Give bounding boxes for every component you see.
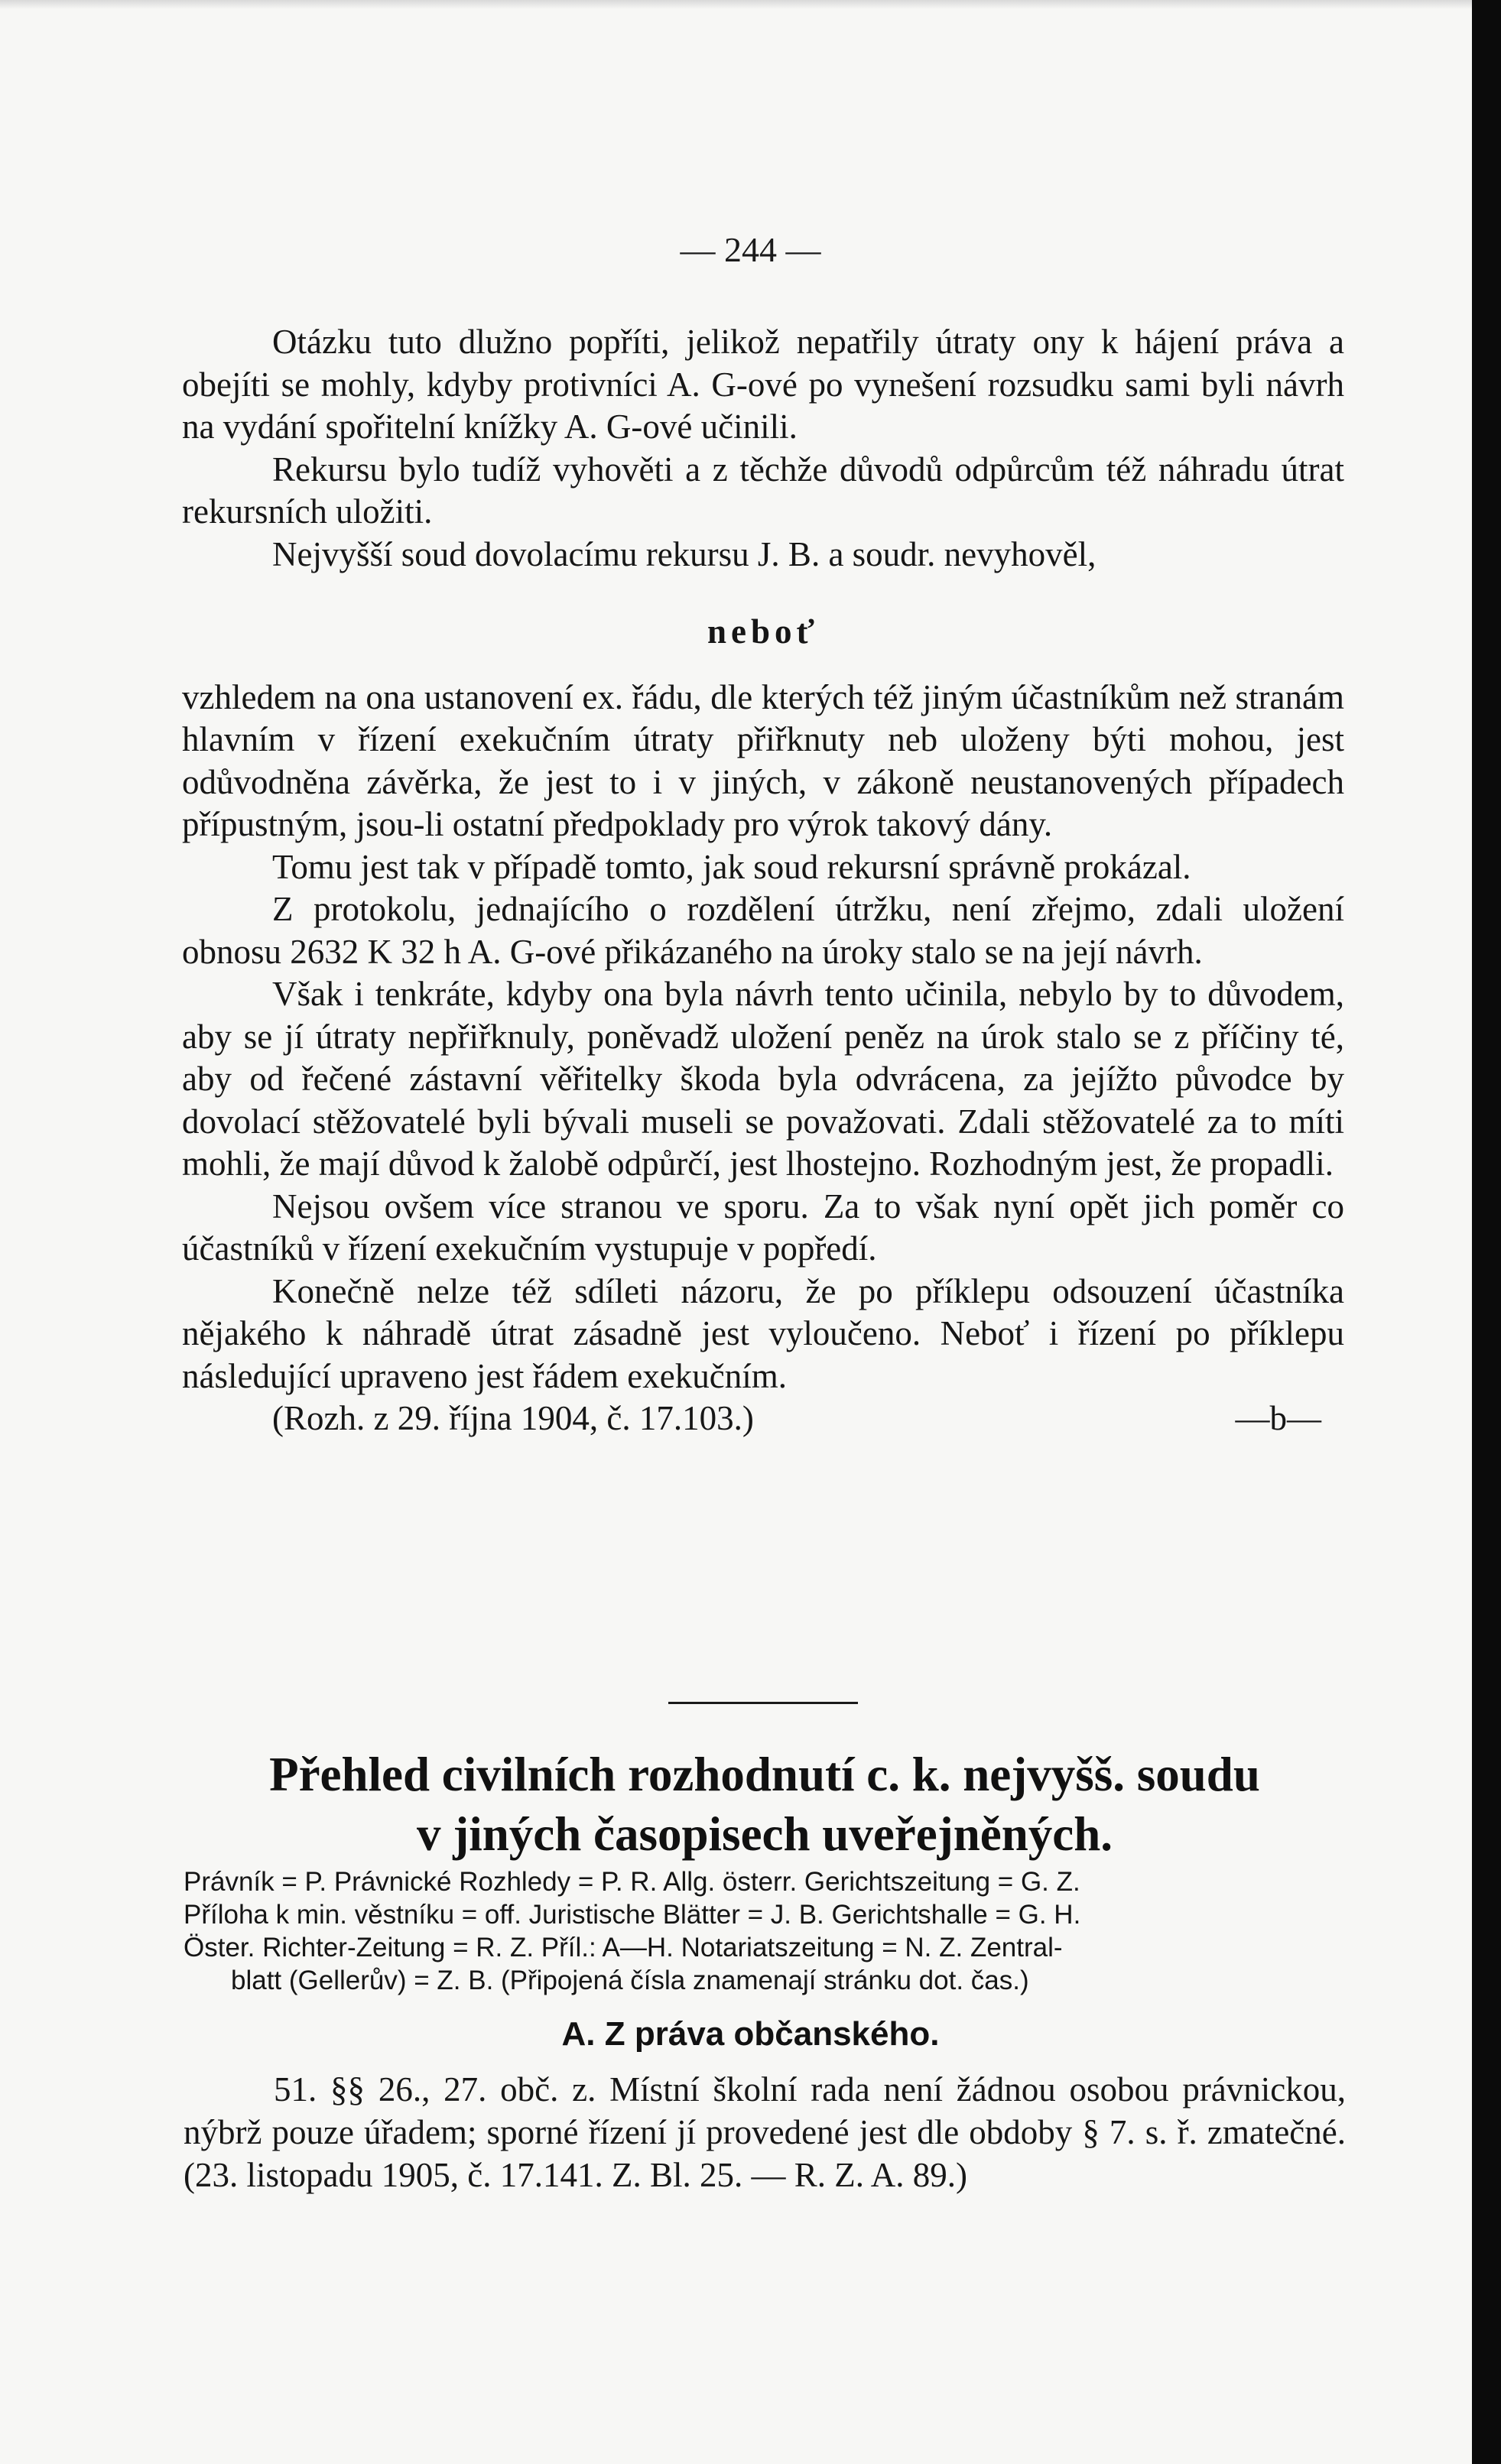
scan-top-edge	[0, 0, 1501, 9]
author-signature: —b—	[1235, 1399, 1321, 1437]
paragraph: Nejvyšší soud dovolacímu rekursu J. B. a soudr. nevyhověl,	[272, 534, 1097, 573]
paragraph: Nejsou ovšem více stranou ve sporu. Za to však nyní opět jich poměr co účastníků v řízení exekučním vystupuje v popředí.	[182, 1187, 1344, 1268]
paragraph: Tomu jest tak v případě tomto, jak soud rekursní správně prokázal.	[272, 847, 1191, 886]
abbreviation-line: Právník = P. Právnické Rozhledy = P. R. Allg. österr. Gerichtszeitung = G. Z.	[184, 1867, 1080, 1897]
entry-51: 51. §§ 26., 27. obč. z. Místní školní rada není žádnou osobou právnickou, nýbrž pouze úřadem; sporné řízení jí provedené jest dle obdoby § 7. s. ř. zmatečné. (23. listopadu 1905, č. 17.141. Z. Bl. 25. — R. Z. A. 89.)	[184, 2070, 1346, 2194]
section-title-line: Přehled civilních rozhodnutí c. k. nejvyšš. soudu	[269, 1748, 1260, 1801]
abbreviation-line: blatt (Gellerův) = Z. B. (Připojená čísla znamenají stránku dot. čas.)	[231, 1966, 1029, 1995]
abbreviation-line: Öster. Richter-Zeitung = R. Z. Příl.: A—H. Notariatszeitung = N. Z. Zentral-	[184, 1933, 1063, 1962]
reasons-heading: neboť	[707, 612, 819, 651]
abbreviation-line: Příloha k min. věstníku = off. Juristische Blätter = J. B. Gerichtshalle = G. H.	[184, 1900, 1081, 1930]
section-title	[153, 1745, 1376, 1864]
page-number: — 244 —	[680, 230, 821, 269]
paragraph: Otázku tuto dlužno popříti, jelikož nepatřily útraty ony k hájení práva a obejíti se mohly, kdyby protivníci A. G-ové po vynešení rozsudku sami byli návrh na vydání spořitelní knížky A. G-ové učinili.	[182, 323, 1344, 446]
section-divider	[668, 1702, 858, 1704]
paragraph: Však i tenkráte, kdyby ona byla návrh tento učinila, nebylo by to důvodem, aby se jí útraty nepřiřknuly, poněvadž uložení peněz na úrok stalo se z příčiny té, aby od řečené zástavní věřitelky škoda byla odvrácena, za jejížto původce by dovolací stěžovatelé byli bývali museli se považovati. Zdali stěžovatelé za to míti mohli, že mají důvod k žalobě odpůrčí, jest lhostejno. Rozhodným jest, že propadli.	[182, 975, 1344, 1183]
paragraph: Rekursu bylo tudíž vyhověti a z těchže důvodů odpůrcům též náhradu útrat rekursních uložiti.	[182, 450, 1344, 531]
scan-right-edge	[1472, 0, 1501, 2464]
paragraph: Z protokolu, jednajícího o rozdělení útržku, není zřejmo, zdali uložení obnosu 2632 K 32 h A. G-ové přikázaného na úroky stalo se na její návrh.	[182, 890, 1344, 971]
section-title-line: v jiných časopisech uveřejněných.	[417, 1807, 1113, 1861]
paragraph: Konečně nelze též sdíleti názoru, že po příklepu odsouzení účastníka nějakého k náhradě útrat zásadně jest vyloučeno. Neboť i řízení po příklepu následující upraveno jest řádem exekučním.	[182, 1271, 1344, 1395]
abbreviations-legend	[184, 1865, 1353, 1997]
paragraph: vzhledem na ona ustanovení ex. řádu, dle kterých též jiným účastníkům než stranám hlavním v řízení exekučním útraty přiřknuty neb uloženy býti mohou, jest odůvodněna závěrka, že jest to i v jiných, v zákoně neustanovených případech přípustným, jsou-li ostatní předpoklady pro výrok takový dány.	[182, 677, 1344, 843]
decision-text	[182, 321, 1344, 1440]
citation: (Rozh. z 29. října 1904, č. 17.103.)	[272, 1399, 754, 1437]
citation-line	[182, 1398, 1344, 1440]
subsection-heading: A. Z práva občanského.	[561, 2015, 940, 2053]
